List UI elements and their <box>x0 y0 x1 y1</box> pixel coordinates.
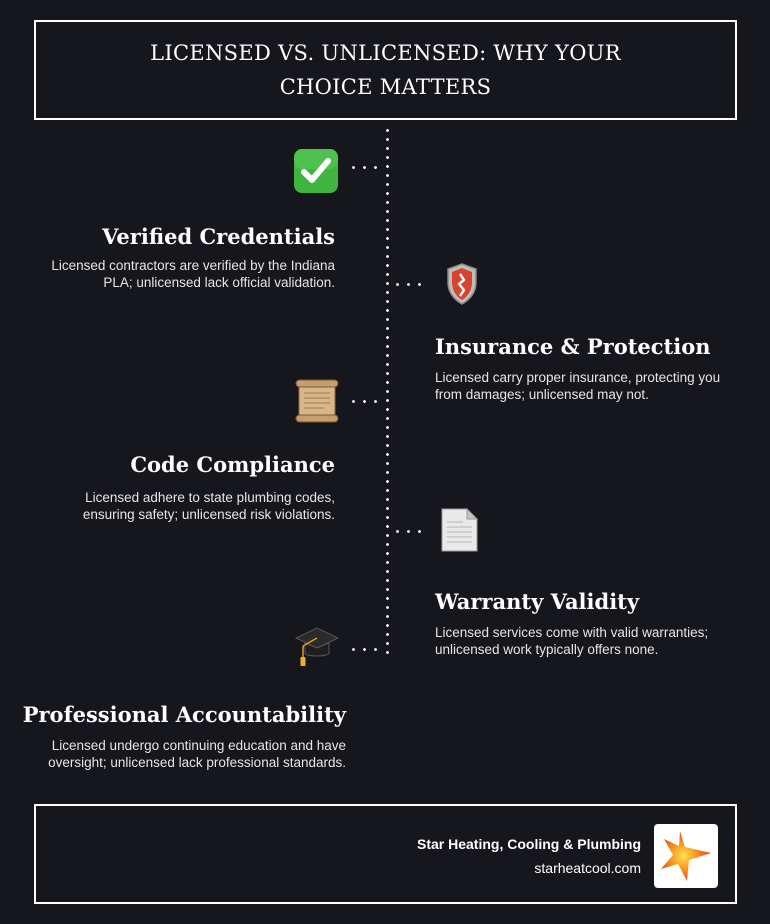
item-heading-insurance-protection: Insurance & Protection <box>435 334 711 359</box>
website-link[interactable]: starheatcool.com <box>534 860 641 876</box>
header-box <box>34 20 737 120</box>
timeline-line <box>386 126 389 656</box>
item-desc-professional-accountability: Licensed undergo continuing education and have oversight; unlicensed lack professional standards. <box>48 738 346 770</box>
connector-3 <box>348 400 384 403</box>
connector-2 <box>392 283 428 286</box>
connector-4 <box>392 530 428 533</box>
star-logo-icon <box>654 824 718 888</box>
connector-5 <box>348 648 384 651</box>
item-heading-warranty-validity: Warranty Validity <box>435 589 640 614</box>
connector-1 <box>348 166 384 169</box>
item-desc-code-compliance: Licensed adhere to state plumbing codes, ensuring safety; unlicensed risk violations. <box>82 490 335 522</box>
check-mark-icon <box>293 148 339 199</box>
item-desc-warranty-validity: Licensed services come with valid warranties; unlicensed work typically offers none. <box>435 625 709 657</box>
document-icon <box>439 508 479 557</box>
scroll-icon <box>294 378 340 429</box>
item-heading-verified-credentials: Verified Credentials <box>102 224 335 249</box>
graduation-cap-icon <box>294 624 340 673</box>
item-desc-insurance-protection: Licensed carry proper insurance, protecting you from damages; unlicensed may not. <box>435 370 721 402</box>
item-heading-professional-accountability: Professional Accountability <box>22 702 346 727</box>
item-heading-code-compliance: Code Compliance <box>130 452 335 477</box>
footer-box <box>34 804 737 904</box>
shield-icon <box>445 262 479 311</box>
item-desc-verified-credentials: Licensed contractors are verified by the Indiana PLA; unlicensed lack official validation. <box>51 258 335 290</box>
page-title: LICENSED VS. UNLICENSED: WHY YOUR CHOICE MATTERS <box>150 41 621 99</box>
company-name: Star Heating, Cooling & Plumbing <box>417 836 641 852</box>
